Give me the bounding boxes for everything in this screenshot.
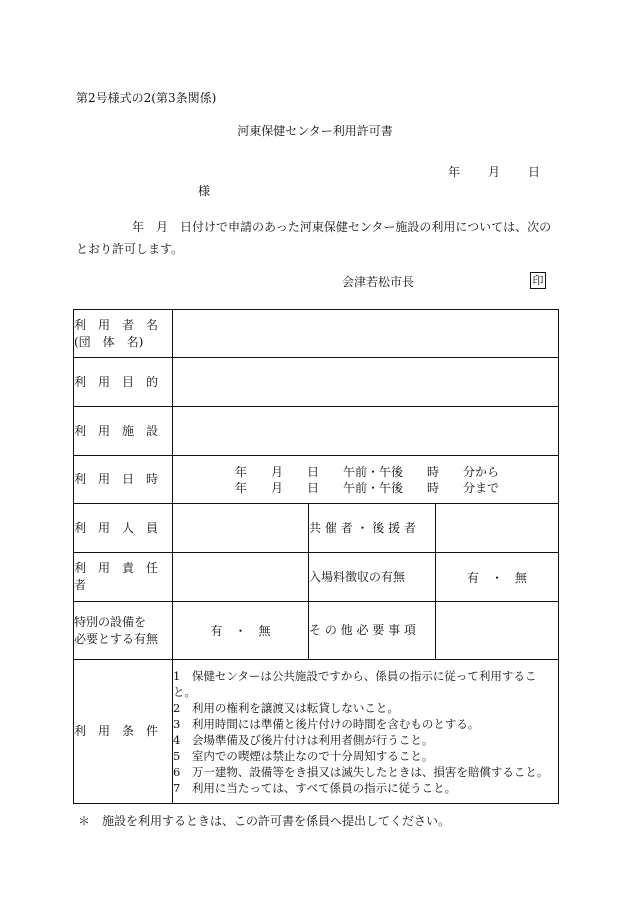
condition-item: 5 室内での喫煙は禁止なので十分周知すること。 xyxy=(173,748,434,763)
facility-label: 利 用 施 設 xyxy=(74,407,173,456)
datetime-to: 年 月 日 午前・午後 時 分まで xyxy=(235,480,500,495)
special-label-2: 必要とする有無 xyxy=(74,631,159,646)
manager-label: 利 用 責 任 者 xyxy=(74,553,173,602)
datetime-value xyxy=(173,456,559,504)
condition-item: 6 万一建物、設備等をき損又は滅失したときは、損害を賠償すること。 xyxy=(173,764,549,779)
document-title: 河東保健センター利用許可書 xyxy=(237,124,393,138)
body-line-2: とおり許可します。 xyxy=(76,242,184,256)
datetime-from: 年 月 日 午前・午後 時 分から xyxy=(235,464,500,479)
other-label: そ の 他 必 要 事 項 xyxy=(309,602,436,660)
special-label-cell xyxy=(74,602,173,660)
manager-value xyxy=(173,553,309,602)
row-special xyxy=(74,602,559,660)
issuer-name: 会津若松市長 xyxy=(342,275,415,289)
group-label: (団 体 名) xyxy=(74,334,144,349)
condition-item: 4 会場準備及び後片付けは利用者側が行うこと。 xyxy=(173,732,434,747)
fee-value: 有 ・ 無 xyxy=(436,553,559,602)
row-conditions xyxy=(74,660,559,804)
form-code: 第2号様式の2(第3条関係) xyxy=(76,91,217,105)
condition-item: 7 利用に当たっては、すべて係員の指示に従うこと。 xyxy=(173,780,457,795)
condition-item: 2 利用の権利を譲渡又は転貸しないこと。 xyxy=(173,700,399,715)
condition-item: 1 保健センターは公共施設ですから、係員の指示に従って利用すること。 xyxy=(173,668,537,699)
date-day: 日 xyxy=(528,165,541,179)
row-count xyxy=(74,504,559,553)
row-user xyxy=(74,310,559,358)
fee-label: 入場料徴収の有無 xyxy=(309,553,436,602)
special-value: 有 ・ 無 xyxy=(173,602,309,660)
row-manager xyxy=(74,553,559,602)
special-label-1: 特別の設備を xyxy=(74,614,147,629)
permit-table xyxy=(73,309,559,804)
count-label: 利 用 人 員 xyxy=(74,504,173,553)
seal-mark: 印 xyxy=(530,272,546,289)
condition-item: 3 利用時間には準備と後片付けの時間を含むものとする。 xyxy=(173,716,480,731)
facility-value xyxy=(173,407,559,456)
row-purpose xyxy=(74,358,559,407)
user-label-cell xyxy=(74,310,173,358)
user-value xyxy=(173,310,559,358)
other-value xyxy=(436,602,559,660)
sponsor-label: 共 催 者 ・ 後 援 者 xyxy=(309,504,436,553)
purpose-label: 利 用 目 的 xyxy=(74,358,173,407)
sponsor-value xyxy=(436,504,559,553)
purpose-value xyxy=(173,358,559,407)
issue-date xyxy=(448,163,540,180)
footer-note: ＊ 施設を利用するときは、この許可書を係員へ提出してください。 xyxy=(78,814,451,828)
date-month: 月 xyxy=(488,165,501,179)
count-value xyxy=(173,504,309,553)
row-datetime xyxy=(74,456,559,504)
row-facility xyxy=(74,407,559,456)
date-year: 年 xyxy=(448,165,461,179)
datetime-label: 利 用 日 時 xyxy=(74,456,173,504)
body-line-1: 年 月 日付けで申請のあった河東保健センター施設の利用については、次の xyxy=(132,220,552,234)
conditions-list xyxy=(173,660,559,804)
user-label: 利 用 者 名 xyxy=(74,317,159,332)
addressee-honorific: 様 xyxy=(198,184,211,198)
conditions-label: 利 用 条 件 xyxy=(74,660,173,804)
body-text xyxy=(76,216,560,260)
